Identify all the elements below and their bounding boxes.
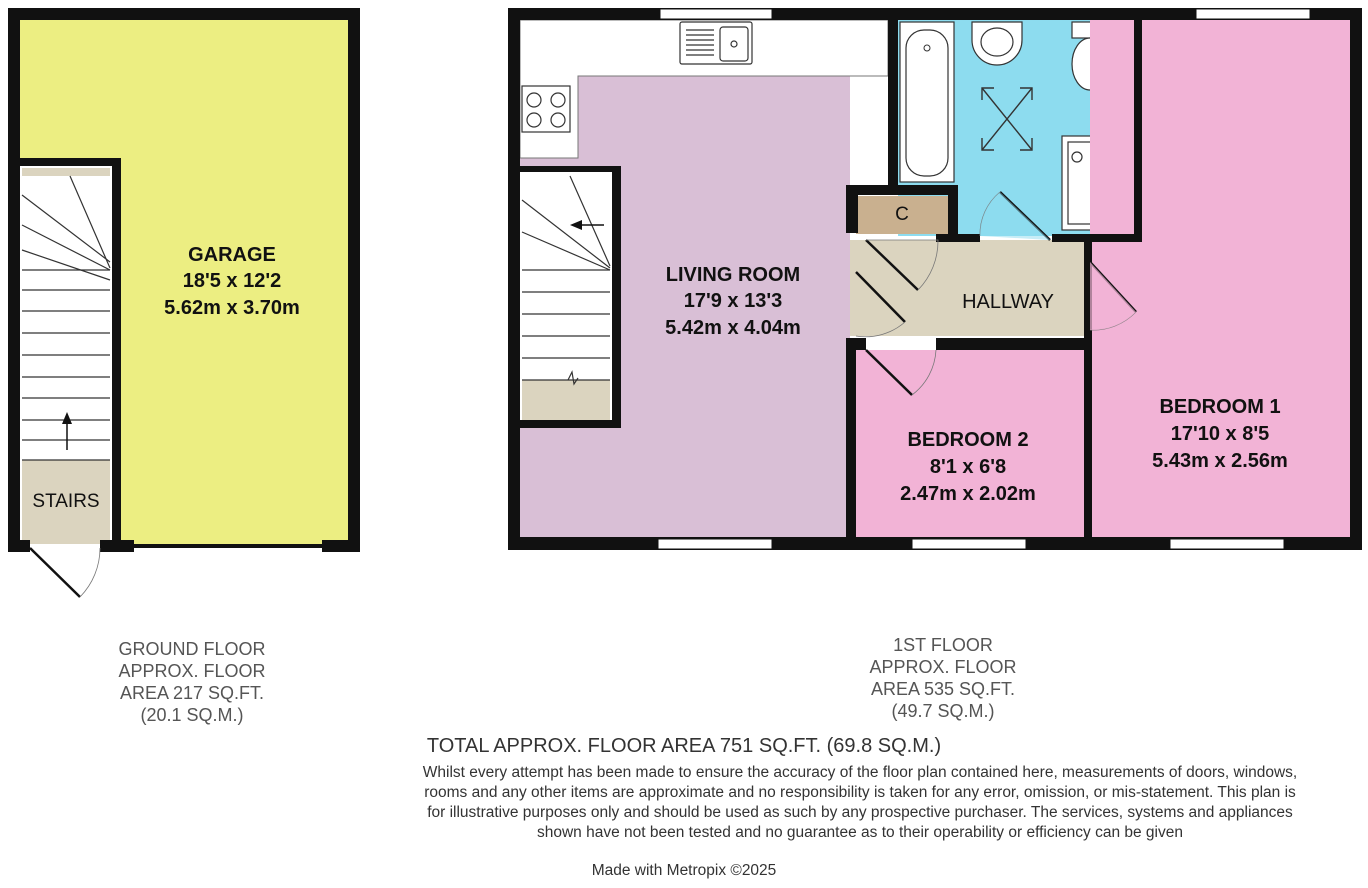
first-floor-caption xyxy=(843,634,1043,722)
ground-floor-caption xyxy=(92,638,292,726)
hallway-label: HALLWAY xyxy=(962,291,1054,313)
bedroom1-imperial: 17'10 x 8'5 xyxy=(1170,423,1270,445)
entrance-door xyxy=(30,548,100,597)
bedroom1-metric: 5.43m x 2.56m xyxy=(1152,450,1288,472)
living-room-metric: 5.42m x 4.04m xyxy=(665,317,801,339)
stairs-label: STAIRS xyxy=(32,491,100,512)
made-with-credit: Made with Metropix ©2025 xyxy=(591,862,777,879)
garage-metric: 5.62m x 3.70m xyxy=(164,297,300,319)
ground-floor-line4: (20.1 SQ.M.) xyxy=(140,705,244,725)
disclaimer-text: Whilst every attempt has been made to ensure the accuracy of the floor plan contained here, measurements of doors, windows, rooms and any other items are approximate and no responsibility is taken for any error, omission, or mis-statement. This plan is for illustrative purposes only and should be used as such by any prospective purchaser. The services, systems and appliances shown have not been tested and no guarantee as to their operability or efficiency can be given xyxy=(422,764,1298,841)
ground-floor-plan xyxy=(8,8,360,597)
first-floor-plan xyxy=(508,8,1362,550)
bedroom2-name: BEDROOM 2 xyxy=(907,429,1029,451)
first-floor-line1: 1ST FLOOR xyxy=(893,635,993,655)
first-floor-line3: AREA 535 SQ.FT. xyxy=(870,679,1016,699)
ground-floor-line2: APPROX. FLOOR xyxy=(118,661,266,681)
garage-name: GARAGE xyxy=(188,244,276,266)
cupboard-label: C xyxy=(895,204,909,225)
total-floor-area: TOTAL APPROX. FLOOR AREA 751 SQ.FT. (69.8 SQ.M.) xyxy=(426,735,942,757)
bedroom2-metric: 2.47m x 2.02m xyxy=(900,483,1036,505)
living-room-imperial: 17'9 x 13'3 xyxy=(683,290,783,312)
wash-basin xyxy=(972,22,1022,65)
hallway xyxy=(850,240,1086,336)
ground-floor-line3: AREA 217 SQ.FT. xyxy=(119,683,265,703)
ground-floor-line1: GROUND FLOOR xyxy=(118,639,266,659)
bedroom1-name: BEDROOM 1 xyxy=(1159,396,1281,418)
bedroom2-imperial: 8'1 x 6'8 xyxy=(929,456,1007,478)
first-floor-line2: APPROX. FLOOR xyxy=(869,657,1017,677)
living-room-name: LIVING ROOM xyxy=(665,264,801,286)
first-floor-line4: (49.7 SQ.M.) xyxy=(891,701,995,721)
garage-imperial: 18'5 x 12'2 xyxy=(182,270,282,292)
